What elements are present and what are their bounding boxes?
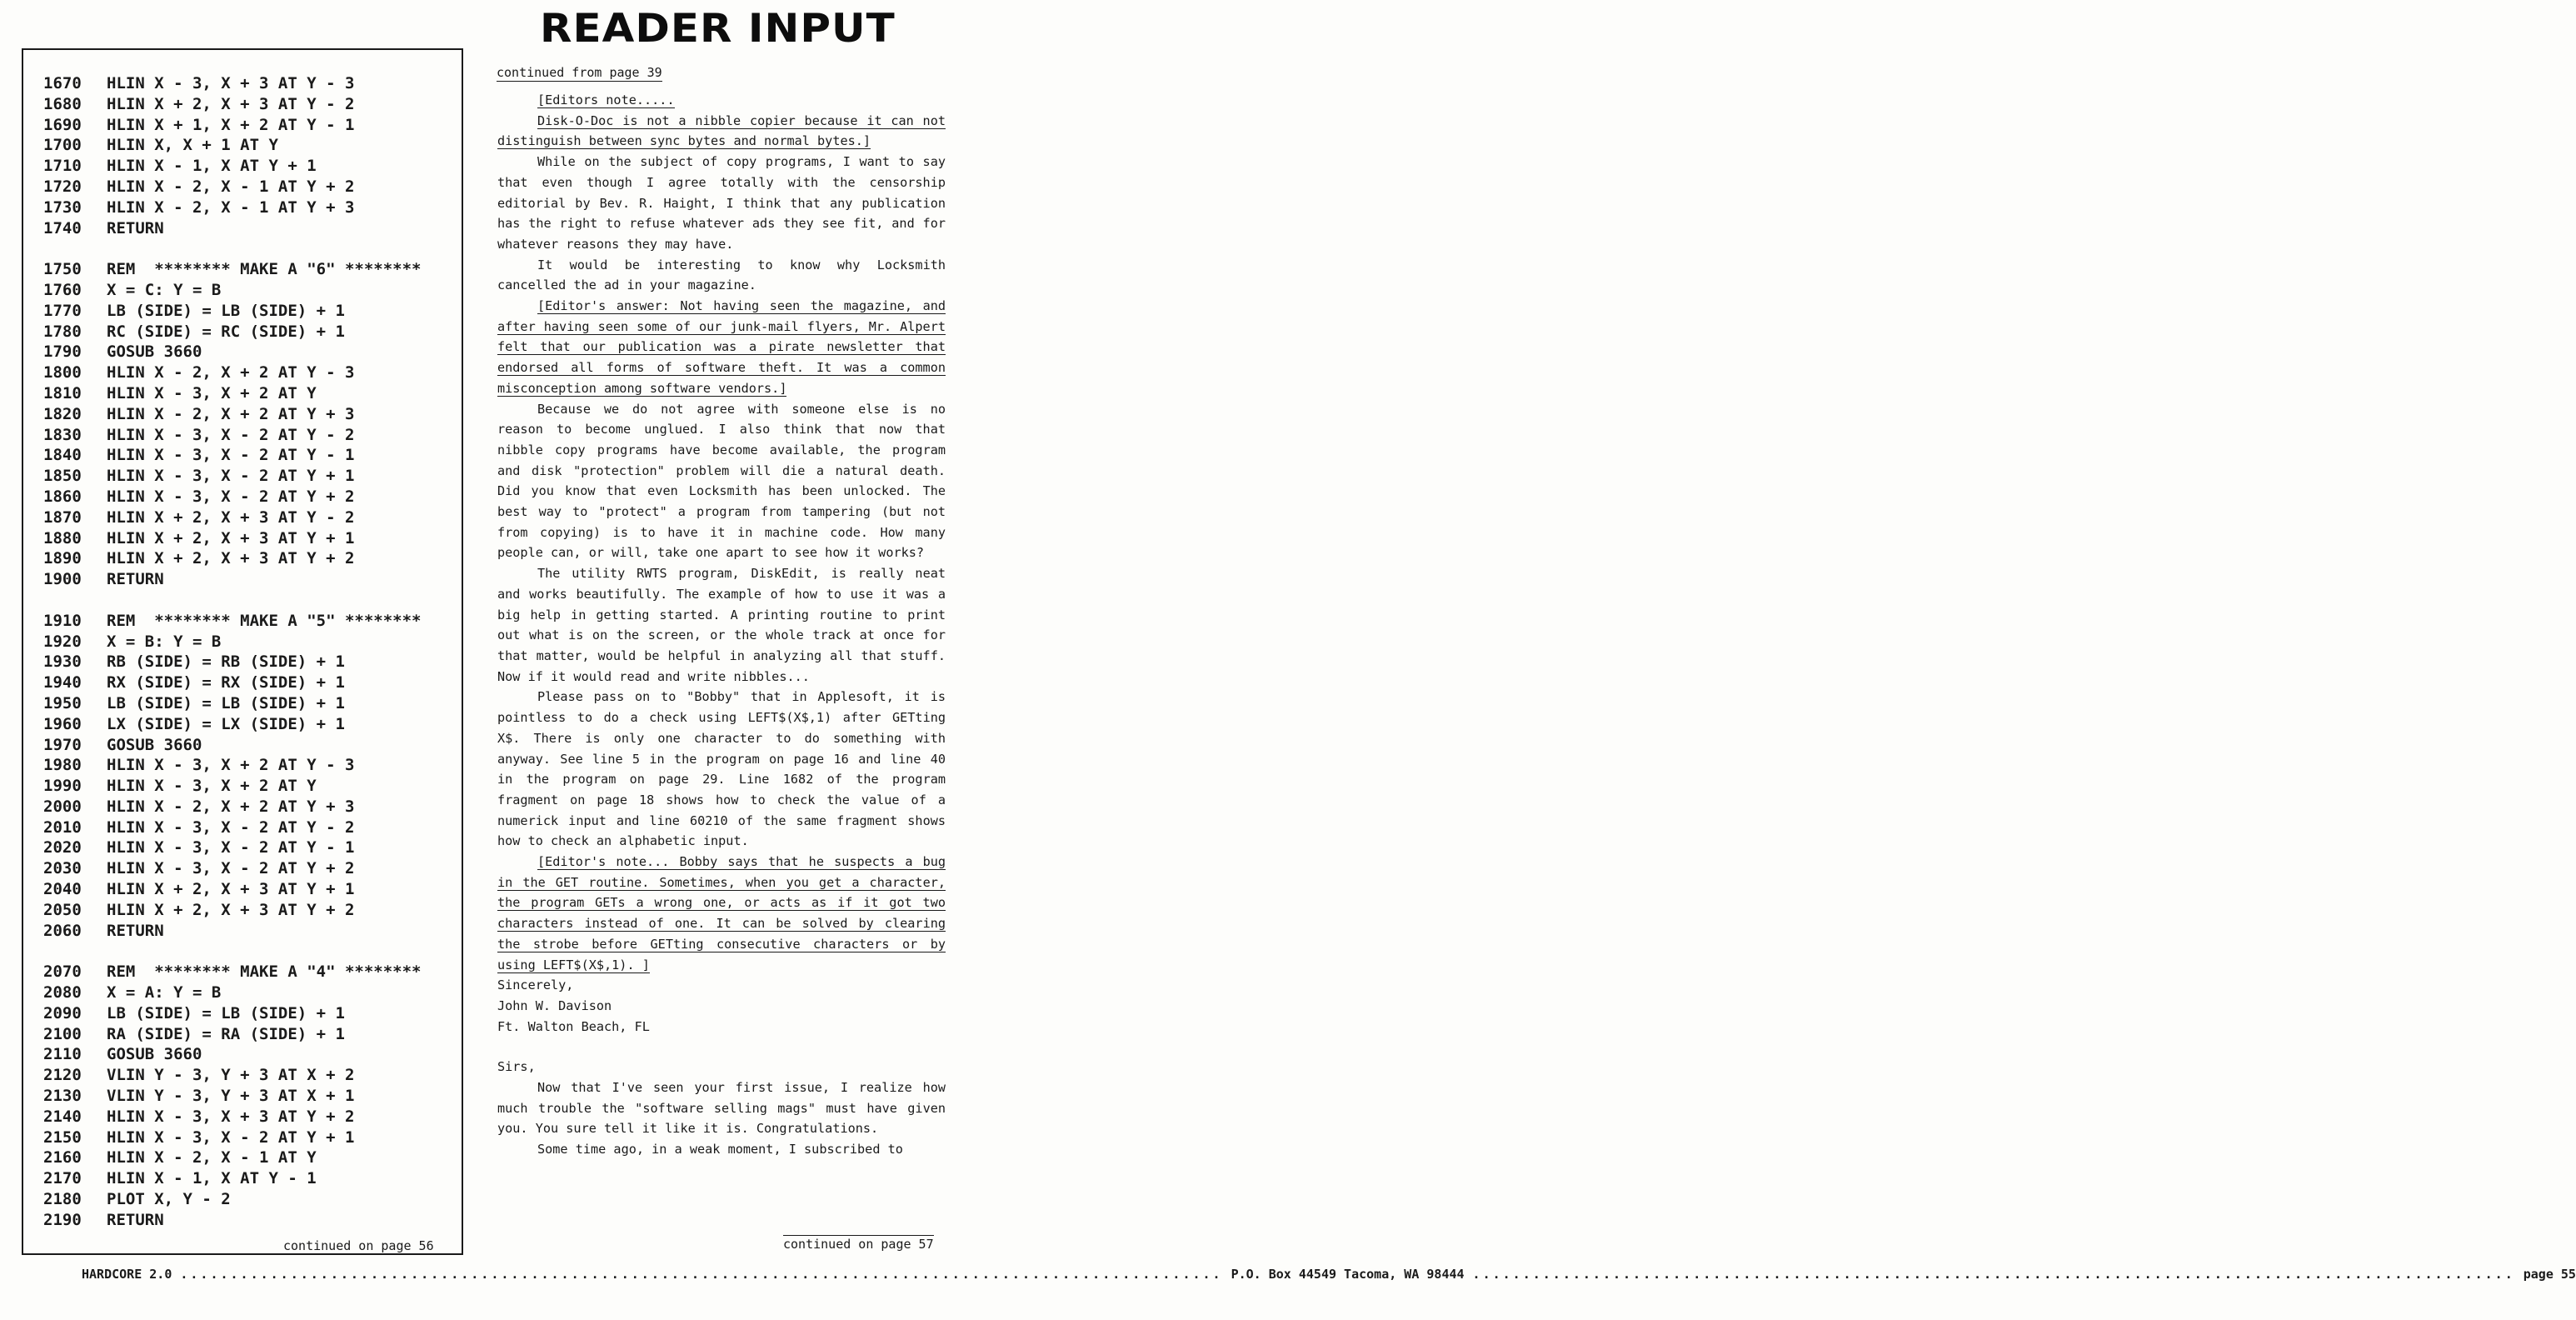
line-number: 1720 [43,177,82,196]
code-line [43,1210,422,1231]
line-number: 1920 [43,632,82,651]
line-number: 1770 [43,301,82,320]
signer-name: John W. Davison [497,998,612,1013]
line-statement: REM ******** MAKE A "4" ******** [107,962,422,982]
line-statement: HLIN X + 2, X + 3 AT Y - 2 [107,508,355,527]
line-statement: HLIN X + 1, X + 2 AT Y - 1 [107,115,355,134]
code-line [43,301,422,322]
code-line [43,735,422,756]
line-number: 1760 [43,280,82,299]
line-statement: PLOT X, Y - 2 [107,1190,231,1209]
line-number: 1980 [43,756,82,775]
line-statement: HLIN X - 3, X - 2 AT Y + 2 [107,487,355,506]
code-line [43,280,422,301]
line-statement: HLIN X - 2, X - 1 AT Y + 2 [107,177,355,196]
line-statement: RETURN [107,570,164,589]
signer-location: Ft. Walton Beach, FL [497,1018,650,1034]
page-number: page 55 [2523,1267,2576,1282]
line-number: 2080 [43,983,82,1002]
line-statement: LX (SIDE) = LX (SIDE) + 1 [107,714,345,733]
salutation: Sirs, [497,1059,536,1075]
line-number: 2000 [43,797,82,816]
code-line [43,218,422,239]
code-line [43,362,422,383]
line-statement: RETURN [107,1210,164,1229]
line-statement: RB (SIDE) = RB (SIDE) + 1 [107,652,345,672]
line-statement: HLIN X - 3, X - 2 AT Y + 1 [107,1128,355,1147]
continued-to-note: continued on page 57 [783,1237,934,1252]
section-title: READER INPUT [540,5,896,52]
line-number: 1970 [43,735,82,754]
blank-line [43,238,422,259]
closing: Sincerely, [497,978,574,993]
line-number: 1960 [43,714,82,733]
line-statement: HLIN X - 3, X - 2 AT Y + 2 [107,859,355,878]
code-line [43,383,422,404]
code-line [43,1086,422,1107]
code-line [43,962,422,982]
line-statement: RETURN [107,218,164,238]
line-statement: HLIN X - 3, X + 2 AT Y - 3 [107,756,355,775]
line-number: 2140 [43,1107,82,1126]
line-statement: HLIN X + 2, X + 3 AT Y + 2 [107,549,355,568]
line-number: 2060 [43,921,82,940]
code-line [43,73,422,94]
line-number: 1780 [43,322,82,341]
line-statement: HLIN X + 2, X + 3 AT Y + 1 [107,880,355,899]
line-statement: HLIN X - 3, X + 2 AT Y [107,777,317,796]
line-number: 1930 [43,652,82,672]
line-statement: HLIN X, X + 1 AT Y [107,136,278,155]
line-number: 1830 [43,425,82,444]
line-statement: HLIN X - 2, X - 1 AT Y + 3 [107,198,355,217]
line-number: 2010 [43,818,82,837]
code-line [43,900,422,921]
code-line [43,156,422,177]
line-statement: HLIN X - 3, X - 2 AT Y - 1 [107,446,355,465]
line-number: 1870 [43,508,82,527]
line-statement: RETURN [107,921,164,940]
line-number: 1800 [43,363,82,382]
letter-paragraph: The utility RWTS program, DiskEdit, is really neat and works beautifully. The example of how to use it was a big help in getting started. A printing routine to print out what is on the screen, or the whole track at once for that matter, would be helpful in analyzing all that stuff. Now if it would read and write nibbles... [497,566,946,684]
line-statement: HLIN X - 3, X - 2 AT Y - 1 [107,838,355,858]
line-statement: RX (SIDE) = RX (SIDE) + 1 [107,673,345,692]
listing-continued-note: continued on page 56 [283,1238,434,1253]
code-line [43,487,422,508]
line-statement: LB (SIDE) = LB (SIDE) + 1 [107,301,345,320]
code-line [43,508,422,528]
code-line [43,672,422,693]
code-line [43,94,422,115]
editors-note-heading: [Editors note..... [537,92,675,108]
line-statement: RA (SIDE) = RA (SIDE) + 1 [107,1024,345,1043]
line-number: 2190 [43,1210,82,1229]
line-statement: VLIN Y - 3, Y + 3 AT X + 1 [107,1087,355,1106]
code-line [43,322,422,342]
code-line [43,177,422,198]
line-number: 2100 [43,1024,82,1043]
line-number: 2020 [43,838,82,858]
letter-paragraph: Because we do not agree with someone else is no reason to become unglued. I also think that now that nibble copy programs have become available, the program and disk "protection" problem will die a natural death. Did you know that even Locksmith has been unlocked. The best way to "protect" a program from tampering (but not from copying) is to have it in machine code. How many people can, or will, take one apart to see how it works? [497,401,946,561]
code-line [43,1065,422,1086]
line-number: 1670 [43,74,82,92]
code-line [43,1148,422,1168]
line-number: 1740 [43,218,82,238]
code-line [43,714,422,735]
line-statement: HLIN X - 2, X + 2 AT Y - 3 [107,363,355,382]
code-line [43,693,422,714]
code-line [43,115,422,136]
code-line [43,528,422,549]
letter-paragraph: Some time ago, in a weak moment, I subscribed to [537,1142,903,1158]
line-number: 2150 [43,1128,82,1147]
editors-note-bobby: [Editor's note... Bobby says that he suspects a bug in the GET routine. Sometimes, when you get a character, the program GETs a wrong one, or acts as if it got two characters instead of one. It can be solved by clearing the strobe before GETting consecutive characters or by using LEFT$(X$,1). ] [497,854,946,972]
code-line [43,425,422,446]
code-line [43,569,422,590]
code-line [43,1003,422,1024]
letter-paragraph: It would be interesting to know why Locksmith cancelled the ad in your magazine. [497,257,946,293]
line-statement: HLIN X - 2, X + 2 AT Y + 3 [107,797,355,816]
line-number: 2160 [43,1148,82,1168]
line-statement: HLIN X + 2, X + 3 AT Y - 2 [107,94,355,113]
line-number: 1940 [43,673,82,692]
reader-letters-column [497,90,946,1160]
code-line [43,445,422,466]
line-number: 2110 [43,1045,82,1064]
line-statement: HLIN X - 2, X + 2 AT Y + 3 [107,404,355,423]
line-statement: X = A: Y = B [107,983,222,1002]
code-line [43,1107,422,1128]
line-statement: HLIN X - 1, X AT Y - 1 [107,1169,317,1188]
line-number: 1700 [43,136,82,155]
line-statement: HLIN X - 3, X - 2 AT Y - 2 [107,425,355,444]
line-number: 1710 [43,157,82,176]
code-line [43,879,422,900]
code-line [43,135,422,156]
dot-leader: ........................................................................................................ [1472,1267,2515,1282]
line-statement: LB (SIDE) = LB (SIDE) + 1 [107,693,345,712]
dot-leader: ........................................................................................................ [180,1267,1223,1282]
line-statement: HLIN X - 3, X + 2 AT Y [107,383,317,402]
line-statement: VLIN Y - 3, Y + 3 AT X + 2 [107,1066,355,1085]
line-number: 2030 [43,859,82,878]
line-number: 1690 [43,115,82,134]
line-number: 2130 [43,1087,82,1106]
line-statement: HLIN X - 3, X - 2 AT Y + 1 [107,467,355,486]
line-statement: REM ******** MAKE A "5" ******** [107,611,422,630]
line-number: 1990 [43,777,82,796]
code-line [43,652,422,672]
program-listing [22,48,463,1255]
line-statement: HLIN X - 3, X + 3 AT Y + 2 [107,1107,355,1126]
line-statement: HLIN X + 2, X + 3 AT Y + 2 [107,900,355,919]
code-line [43,982,422,1003]
line-number: 2070 [43,962,82,982]
editors-answer: [Editor's answer: Not having seen the magazine, and after having seen some of our junk-mail flyers, Mr. Alpert felt that our publication was a pirate newsletter that endorsed all forms of software theft. It was a common misconception among software vendors.] [497,298,946,396]
code-line [43,548,422,569]
code-line [43,1168,422,1189]
line-statement: HLIN X - 3, X + 3 AT Y - 3 [107,74,355,92]
line-statement: HLIN X - 1, X AT Y + 1 [107,157,317,176]
line-number: 1840 [43,446,82,465]
line-number: 2170 [43,1169,82,1188]
line-number: 1860 [43,487,82,506]
line-number: 2090 [43,1003,82,1022]
publisher-address: P.O. Box 44549 Tacoma, WA 98444 [1231,1267,1465,1282]
code-line [43,198,422,218]
line-number: 1880 [43,528,82,548]
line-number: 1790 [43,342,82,362]
line-number: 1850 [43,467,82,486]
continued-from-note: continued from page 39 [497,65,662,80]
line-number: 1900 [43,570,82,589]
line-number: 1820 [43,404,82,423]
code-line [43,632,422,652]
line-number: 2120 [43,1066,82,1085]
line-statement: X = C: Y = B [107,280,222,299]
line-statement: GOSUB 3660 [107,342,202,362]
code-line [43,1044,422,1065]
editors-note-body: Disk-O-Doc is not a nibble copier because it can not distinguish between sync bytes and normal bytes.] [497,112,946,149]
line-statement: HLIN X - 2, X - 1 AT Y [107,1148,317,1168]
line-statement: LB (SIDE) = LB (SIDE) + 1 [107,1003,345,1022]
code-line [43,921,422,942]
code-line [43,466,422,487]
code-line [43,797,422,818]
line-number: 1730 [43,198,82,217]
blank-line [43,590,422,611]
line-statement: GOSUB 3660 [107,1045,202,1064]
line-number: 2040 [43,880,82,899]
code-line [43,1024,422,1045]
line-number: 2050 [43,900,82,919]
line-statement: REM ******** MAKE A "6" ******** [107,260,422,279]
code-line [43,404,422,425]
code-line [43,838,422,858]
line-statement: HLIN X - 3, X - 2 AT Y - 2 [107,818,355,837]
line-number: 2180 [43,1190,82,1209]
line-number: 1890 [43,549,82,568]
page-footer [82,1267,2576,1282]
publication-name: HARDCORE 2.0 [82,1267,172,1282]
code-line [43,342,422,362]
line-statement: X = B: Y = B [107,632,222,651]
code-line [43,1189,422,1210]
blank-line [43,941,422,962]
code-lines [43,73,422,1231]
letter-paragraph: Now that I've seen your first issue, I realize how much trouble the "software selling mags" must have given you. You sure tell it like it is. Congratulations. [497,1080,946,1137]
line-number: 1810 [43,383,82,402]
line-statement: RC (SIDE) = RC (SIDE) + 1 [107,322,345,341]
code-line [43,259,422,280]
line-statement: GOSUB 3660 [107,735,202,754]
code-line [43,1128,422,1148]
line-number: 1910 [43,611,82,630]
code-line [43,776,422,797]
code-line [43,611,422,632]
letter-paragraph: While on the subject of copy programs, I want to say that even though I agree totally with the censorship editorial by Bev. R. Haight, I think that any publication has the right to refuse whatever ads they see fit, and for whatever reasons they may have. [497,154,946,252]
line-statement: HLIN X + 2, X + 3 AT Y + 1 [107,528,355,548]
line-number: 1750 [43,260,82,279]
code-line [43,755,422,776]
letter-paragraph: Please pass on to "Bobby" that in Applesoft, it is pointless to do a check using LEFT$(X$,1) after GETting X$. There is only one character to do something with anyway. See line 5 in the program on page 16 and line 40 in the program on page 29. Line 1682 of the program fragment on page 18 shows how to check the value of a numerick input and line 60210 of the same fragment shows how to check an alphabetic input. [497,689,946,849]
line-number: 1680 [43,94,82,113]
line-number: 1950 [43,693,82,712]
code-line [43,818,422,838]
code-line [43,858,422,879]
